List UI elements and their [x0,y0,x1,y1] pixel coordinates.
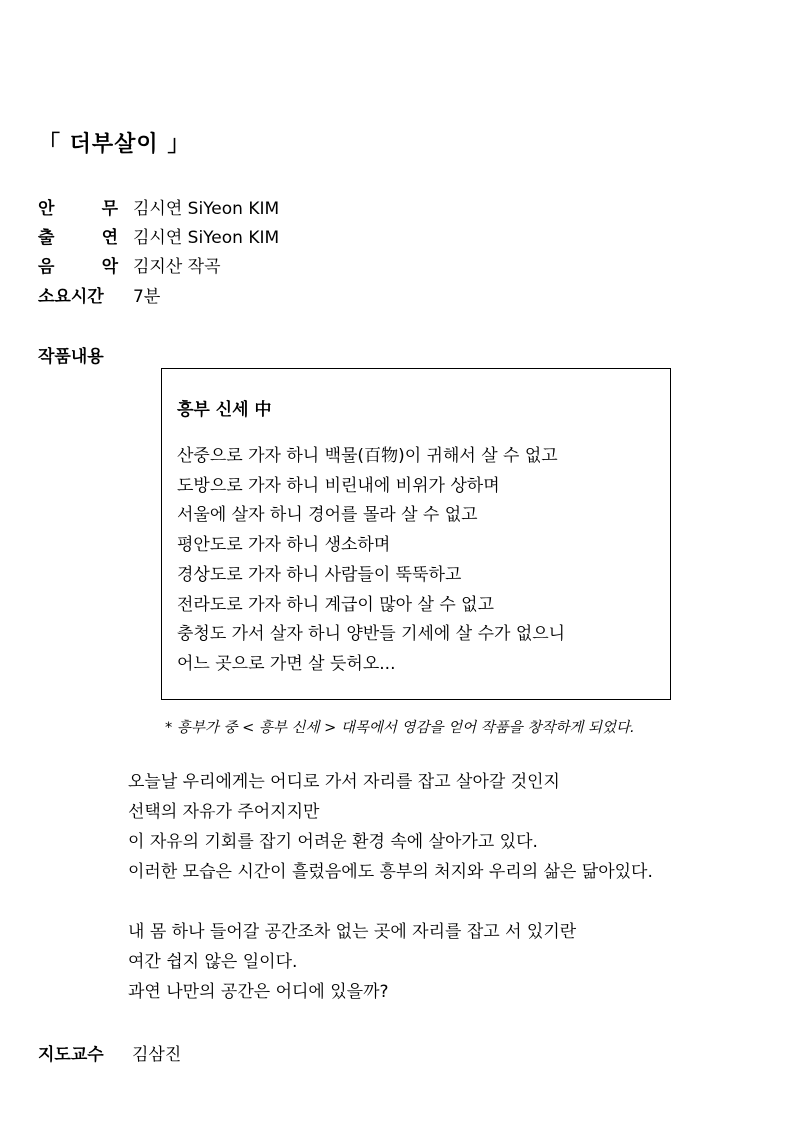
paragraph-line: 내 몸 하나 들어갈 공간조차 없는 곳에 자리를 잡고 서 있기란 [128,922,577,942]
quote-box-lines [177,442,565,680]
page-title: 「 더부살이 」 [38,132,191,157]
paragraph-line: 여간 쉽지 않은 일이다. [128,952,298,972]
quote-line: 도방으로 가자 하니 비린내에 비위가 상하며 [177,475,500,496]
info-row-music [38,252,221,276]
info-row-choreography [38,194,279,218]
info-value: 김시연 SiYeon KIM [133,227,280,248]
info-value: 7분 [133,286,161,307]
info-label-char: 연 [101,227,118,248]
quote-box [161,368,671,700]
quote-line: 서울에 살자 하니 경어를 몰라 살 수 없고 [177,505,478,526]
info-label-char: 소요시간 [38,286,104,307]
info-label-char: 안 [38,198,55,219]
info-value: 김시연 SiYeon KIM [133,198,280,219]
paragraph-line: 이 자유의 기회를 잡기 어려운 환경 속에 살아가고 있다. [128,832,538,852]
info-row-duration [38,282,160,306]
section-heading: 작품내용 [38,347,104,367]
quote-line: 어느 곳으로 가면 살 듯허오... [177,653,396,674]
quote-line: 산중으로 가자 하니 백물(百物)이 귀해서 살 수 없고 [177,446,558,466]
info-label [38,223,118,248]
professor-name: 김삼진 [132,1045,182,1065]
quote-box-title: 흥부 신세 中 [177,400,272,420]
quote-line: 경상도로 가자 하니 사람들이 뚝뚝하고 [177,564,462,585]
professor-row [38,1040,181,1065]
paragraph-2 [128,917,576,1007]
info-label [38,194,118,219]
quote-line: 전라도로 가자 하니 계급이 많아 살 수 없고 [177,594,495,615]
info-label-char: 악 [101,256,118,277]
paragraph-line: 오늘날 우리에게는 어디로 가서 자리를 잡고 살아갈 것인지 [128,772,560,792]
info-label-char: 음 [38,256,55,277]
paragraph-line: 선택의 자유가 주어지지만 [128,802,320,822]
info-label-char: 무 [101,198,118,219]
info-label-char: 출 [38,227,55,248]
info-value: 김지산 작곡 [133,256,221,277]
professor-label: 지도교수 [38,1045,104,1065]
footnote: * 흥부가 중 < 흥부 신세 > 대목에서 영감을 얻어 작품을 창작하게 되었다. [165,720,635,736]
quote-line: 충청도 가서 살자 하니 양반들 기세에 살 수가 없으니 [177,624,566,645]
quote-line: 평안도로 가자 하니 생소하며 [177,535,391,556]
paragraph-line: 이러한 모습은 시간이 흘렀음에도 흥부의 처지와 우리의 삶은 닮아있다. [128,862,653,882]
paragraph-1 [128,767,653,887]
info-row-performer [38,223,279,247]
info-label [38,252,118,277]
info-label [38,282,118,307]
paragraph-line: 과연 나만의 공간은 어디에 있을까? [128,982,389,1002]
